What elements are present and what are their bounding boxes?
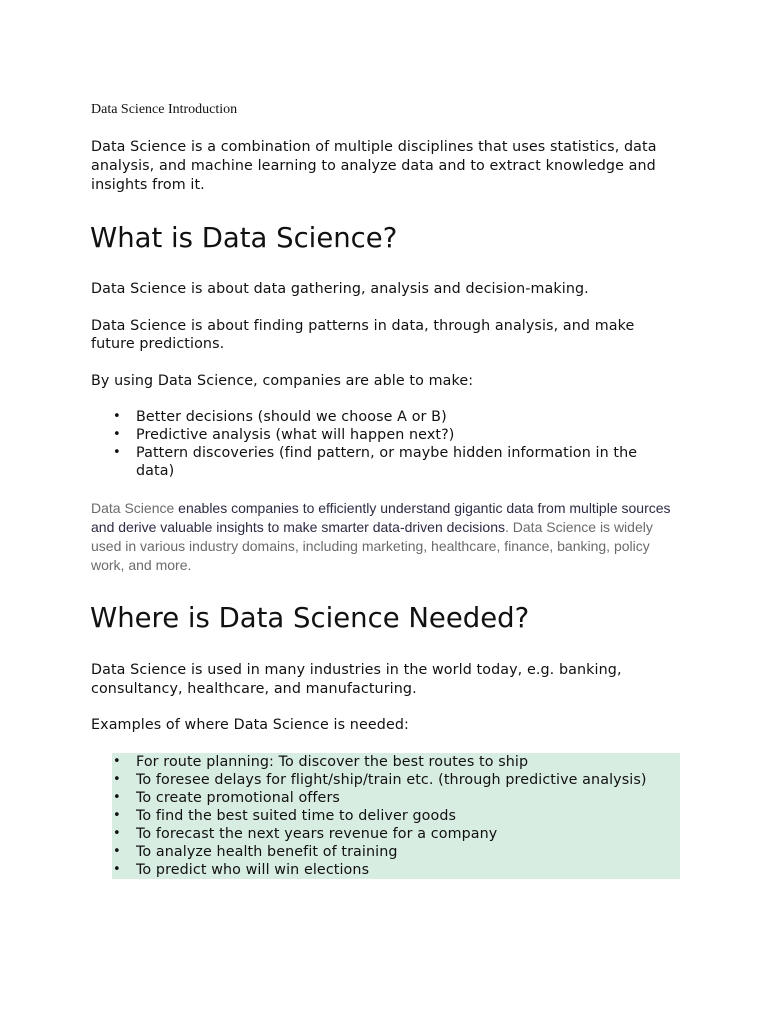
list-item-text: To find the best suited time to deliver goods — [136, 808, 457, 824]
bullet-list-examples — [91, 753, 680, 879]
bullet-icon: • — [113, 754, 121, 769]
list-item — [91, 789, 680, 807]
bullet-icon: • — [113, 772, 121, 787]
section-heading-what-is: What is Data Science? — [90, 222, 398, 254]
quote-paragraph — [91, 499, 671, 575]
bullet-icon: • — [113, 409, 121, 424]
paragraph: By using Data Science, companies are able to make: — [91, 373, 474, 389]
list-item-text: Predictive analysis (what will happen next?) — [136, 427, 455, 443]
intro-paragraph: Data Science is a combination of multiple disciplines that uses statistics, data analysis, and machine learning to analyze data and to extract knowledge and insights from it. — [91, 139, 657, 193]
list-item — [91, 825, 680, 843]
list-item-text: To analyze health benefit of training — [136, 844, 398, 860]
list-item-text: To predict who will win elections — [136, 862, 370, 878]
list-item — [91, 843, 680, 861]
list-item-text: To foresee delays for flight/ship/train etc. (through predictive analysis) — [136, 772, 647, 788]
list-item — [91, 861, 680, 879]
list-item — [91, 753, 680, 771]
bullet-icon: • — [113, 862, 121, 877]
quote-text: Data Science — [91, 500, 179, 516]
paragraph: Data Science is about finding patterns in data, through analysis, and make future predictions. — [91, 318, 635, 352]
list-item-text: Pattern discoveries (find pattern, or maybe hidden information in the data) — [136, 445, 638, 479]
bullet-icon: • — [113, 790, 121, 805]
list-item — [91, 444, 661, 480]
paragraph: Data Science is used in many industries in the world today, e.g. banking, consultancy, healthcare, and manufacturing. — [91, 662, 622, 697]
list-item — [91, 426, 661, 444]
quote-emphasis: enables companies to efficiently understand gigantic data from multiple sources and derive valuable insights to make smarter data-driven decisions — [91, 500, 671, 535]
bullet-icon: • — [113, 445, 121, 460]
list-item — [91, 807, 680, 825]
bullet-icon: • — [113, 427, 121, 442]
bullet-icon: • — [113, 808, 121, 823]
list-item-text: To forecast the next years revenue for a company — [136, 826, 498, 842]
list-item — [91, 771, 680, 789]
section-heading-where-needed: Where is Data Science Needed? — [90, 602, 530, 634]
paragraph: Data Science is about data gathering, analysis and decision-making. — [91, 281, 589, 297]
document-title: Data Science Introduction — [91, 102, 238, 117]
list-item-text: For route planning: To discover the best routes to ship — [136, 754, 529, 770]
list-item-text: To create promotional offers — [136, 790, 340, 806]
bullet-icon: • — [113, 826, 121, 841]
list-item — [91, 408, 661, 426]
bullet-icon: • — [113, 844, 121, 859]
quote-text: . Data Science is widely used in various industry domains, including marketing, healthcare, finance, banking, policy work, and more. — [91, 519, 653, 573]
paragraph: Examples of where Data Science is needed: — [91, 717, 409, 733]
list-item-text: Better decisions (should we choose A or B) — [136, 409, 447, 425]
bullet-list-benefits — [91, 408, 661, 480]
